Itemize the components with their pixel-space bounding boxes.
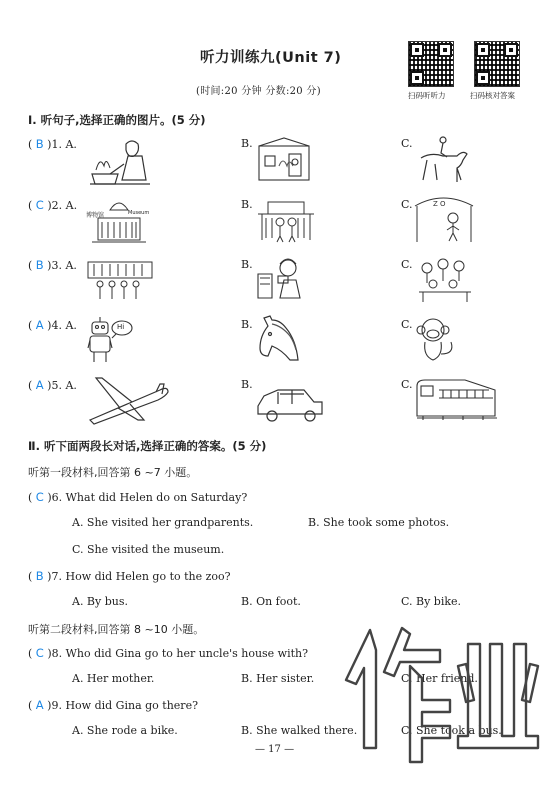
qr-code-answers-icon[interactable] xyxy=(474,41,520,87)
question-8-text: 8. Who did Gina go to her uncle's house with? xyxy=(51,647,309,660)
question-1: ( B )1. A. xyxy=(28,137,77,151)
answer-9: A xyxy=(35,698,44,712)
child-at-zoo-gate-icon xyxy=(413,194,475,244)
answer-6: C xyxy=(35,490,44,504)
dialogue-1-intro: 听第一段材料,回答第 6 ~7 小题。 xyxy=(28,466,198,479)
question-9-text: 9. How did Gina go there? xyxy=(51,699,198,712)
watermark-logo xyxy=(340,620,545,770)
q9-option-b: B. She walked there. xyxy=(241,724,358,737)
qr-label-answers: 扫码核对答案 xyxy=(470,91,515,100)
q8-option-b: B. Her sister. xyxy=(241,672,315,685)
page-number: — 17 — xyxy=(255,744,295,755)
q6-option-a: A. She visited her grandparents. xyxy=(72,516,254,529)
q6-option-b: B. She took some photos. xyxy=(308,516,450,529)
question-6-text: 6. What did Helen do on Saturday? xyxy=(51,491,248,504)
person-taking-photo-icon xyxy=(254,254,318,306)
question-4: ( A )4. A. xyxy=(28,318,77,332)
family-at-table-icon xyxy=(413,254,477,306)
house-on-fire-icon xyxy=(255,136,317,186)
option-a-label: A. xyxy=(65,379,77,392)
question-6: ( C )6. What did Helen do on Saturday? xyxy=(28,490,248,504)
museum-building-icon xyxy=(86,196,152,244)
option-c-label: C. xyxy=(401,378,413,391)
crowd-at-museum-icon xyxy=(86,256,154,304)
svg-text:Z O: Z O xyxy=(433,200,446,208)
question-number: 2. xyxy=(51,199,63,212)
question-7: ( B )7. How did Helen go to the zoo? xyxy=(28,569,231,583)
question-number: 4. xyxy=(51,319,62,332)
person-cooking-icon xyxy=(86,136,154,188)
answer-1: B xyxy=(35,137,44,151)
option-c-label: C. xyxy=(401,318,413,331)
option-c-label: C. xyxy=(401,198,413,211)
q9-option-c: C. She took a bus. xyxy=(401,724,502,737)
question-3: ( B )3. A. xyxy=(28,258,77,272)
museum-label-en: Museum xyxy=(128,210,150,216)
q6-option-c: C. She visited the museum. xyxy=(72,543,225,556)
qr-label-listening: 扫码听听力 xyxy=(408,91,446,100)
section-1-heading: Ⅰ. 听句子,选择正确的图片。(5 分) xyxy=(28,113,206,127)
dialogue-2-intro: 听第二段材料,回答第 8 ~10 小题。 xyxy=(28,623,205,636)
monkey-icon xyxy=(413,314,461,366)
answer-8: C xyxy=(35,646,44,660)
q7-option-a: A. By bus. xyxy=(72,595,128,608)
horse-head-icon xyxy=(254,314,302,364)
question-5: ( A )5. A. xyxy=(28,378,77,392)
answer-3: B xyxy=(35,258,44,272)
option-b-label: B. xyxy=(241,137,253,150)
car-icon xyxy=(254,376,326,424)
museum-label-cn: 博物馆 xyxy=(86,212,105,219)
qr-code-listening-icon[interactable] xyxy=(408,41,454,87)
question-number: 5. xyxy=(51,379,62,392)
robot-icon xyxy=(86,314,136,366)
train-icon xyxy=(413,376,499,424)
person-riding-horse-icon xyxy=(413,134,473,186)
page-title: 听力训练九(Unit 7) xyxy=(200,50,342,66)
q9-option-a: A. She rode a bike. xyxy=(72,724,178,737)
question-8: ( C )8. Who did Gina go to her uncle's house with? xyxy=(28,646,309,660)
q8-option-a: A. Her mother. xyxy=(72,672,155,685)
question-number: 3. xyxy=(51,259,62,272)
robot-speech-text: Hi xyxy=(117,323,125,331)
q7-option-c: C. By bike. xyxy=(401,595,462,608)
question-number: 1. xyxy=(51,138,62,151)
test-info: (时间:20 分钟 分数:20 分) xyxy=(196,86,321,97)
answer-7: B xyxy=(35,569,44,583)
airplane-icon xyxy=(86,374,172,426)
option-a-label: A. xyxy=(65,138,77,151)
answer-2: C xyxy=(35,198,44,212)
answer-5: A xyxy=(35,378,44,392)
option-b-label: B. xyxy=(241,198,253,211)
option-b-label: B. xyxy=(241,258,253,271)
option-c-label: C. xyxy=(401,137,413,150)
option-a-label: A. xyxy=(65,199,78,212)
question-7-text: 7. How did Helen go to the zoo? xyxy=(51,570,231,583)
option-a-label: A. xyxy=(65,319,77,332)
option-c-label: C. xyxy=(401,258,413,271)
question-9: ( A )9. How did Gina go there? xyxy=(28,698,198,712)
question-2: ( C )2. A. xyxy=(28,198,78,212)
answer-4: A xyxy=(35,318,44,332)
option-a-label: A. xyxy=(65,259,77,272)
children-at-school-gate-icon xyxy=(254,196,318,244)
section-2-heading: Ⅱ. 听下面两段长对话,选择正确的答案。(5 分) xyxy=(28,439,267,453)
option-b-label: B. xyxy=(241,318,253,331)
option-b-label: B. xyxy=(241,378,253,391)
q7-option-b: B. On foot. xyxy=(241,595,301,608)
q8-option-c: C. Her friend. xyxy=(401,672,478,685)
